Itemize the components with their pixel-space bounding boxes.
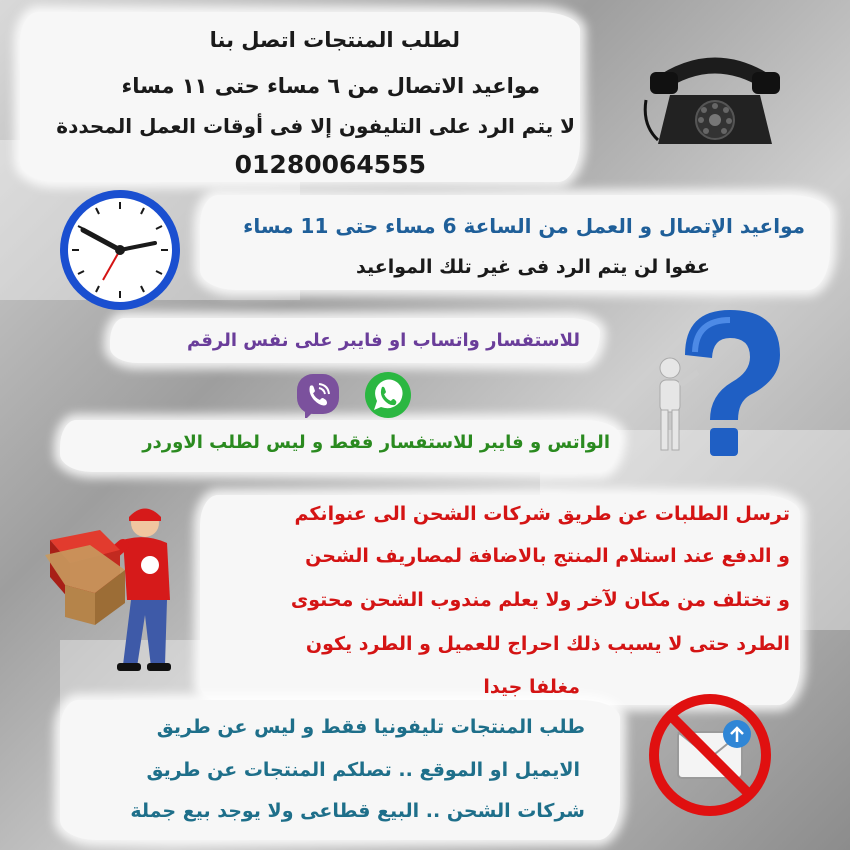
no-email-icon	[645, 690, 775, 820]
shipping-line-5: مغلفا جيدا	[483, 676, 580, 698]
telephone-icon	[640, 40, 790, 150]
inquiry-text: للاستفسار واتساب او فايبر على نفس الرقم	[187, 330, 580, 351]
whatsapp-icon[interactable]	[363, 370, 413, 420]
work-hours: مواعيد الإتصال و العمل من الساعة 6 مساء حتى 11 مساء	[243, 214, 805, 238]
shipping-line-3: و تختلف من مكان لآخر ولا يعلم مندوب الشحن محتوى	[290, 589, 790, 611]
inquiry-note: الواتس و فايبر للاستفسار فقط و ليس لطلب الاوردر	[142, 432, 610, 453]
question-mark-icon	[640, 300, 790, 470]
shipping-line-2: و الدفع عند استلام المنتج بالاضافة لمصاريف الشحن	[305, 545, 790, 567]
contact-hours: مواعيد الاتصال من ٦ مساء حتى ١١ مساء	[121, 74, 540, 98]
shipping-line-1: ترسل الطلبات عن طريق شركات الشحن الى عنوانكم	[294, 503, 790, 525]
shipping-line-4: الطرد حتى لا يسبب ذلك احراج للعميل و الطرد يكون	[305, 633, 790, 655]
order-method-line-2: الايميل او الموقع .. تصلكم المنتجات عن طريق	[146, 759, 580, 781]
phone-note: لا يتم الرد على التليفون إلا فى أوقات العمل المحددة	[56, 114, 575, 138]
viber-icon[interactable]	[295, 372, 341, 418]
clock-icon	[55, 185, 185, 315]
order-method-line-3: شركات الشحن .. البيع قطاعى ولا يوجد بيع جملة	[130, 800, 585, 822]
delivery-man-icon	[45, 495, 185, 685]
order-method-line-1: طلب المنتجات تليفونيا فقط و ليس عن طريق	[156, 716, 585, 738]
no-reply-note: عفوا لن يتم الرد فى غير تلك المواعيد	[356, 256, 710, 278]
order-title: لطلب المنتجات اتصل بنا	[209, 28, 460, 52]
phone-number[interactable]: 01280064555	[234, 150, 426, 179]
